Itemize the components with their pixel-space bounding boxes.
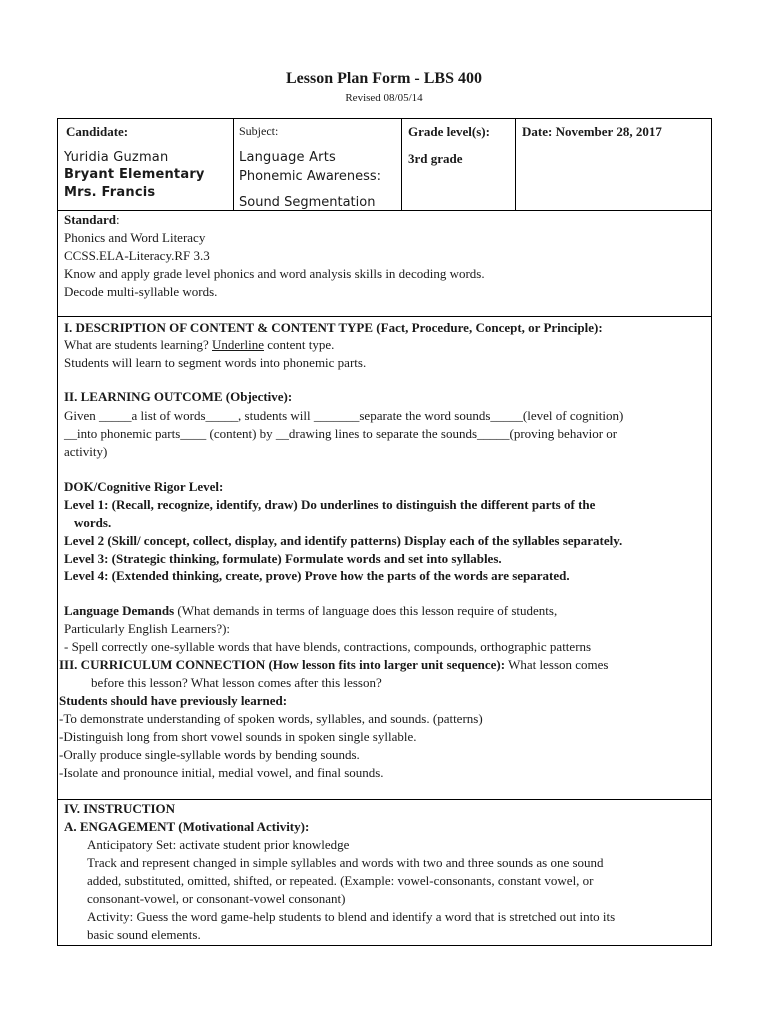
objective-line: Given _____a list of words_____, students will _______separate the word sounds_____(level of cognition) — [64, 408, 624, 423]
language-demands-label: Language Demands — [64, 603, 175, 618]
grade-value: 3rd grade — [408, 151, 463, 166]
date-field: Date: November 28, 2017 — [522, 124, 662, 139]
subject-column-divider — [233, 119, 234, 210]
section1-heading: I. DESCRIPTION OF CONTENT & CONTENT TYPE (Fact, Procedure, Concept, or Principle): — [64, 320, 603, 335]
language-demands-cont: Particularly English Learners?): — [64, 621, 231, 636]
standard-line: Decode multi-syllable words. — [64, 284, 218, 299]
question-underline: Underline — [212, 337, 264, 352]
candidate-name: Yuridia Guzman — [64, 150, 169, 165]
previous-learning-item: -Orally produce single-syllable words by bending sounds. — [59, 747, 360, 762]
grade-column-divider — [401, 119, 402, 210]
standard-colon: : — [116, 212, 120, 227]
document-title: Lesson Plan Form - LBS 400 — [285, 70, 482, 87]
teacher-name: Mrs. Francis — [64, 185, 156, 200]
section1-answer: Students will learn to segment words into phonemic parts. — [64, 355, 367, 370]
dok-level-3: Level 3: (Strategic thinking, formulate) Formulate words and set into syllables. — [64, 551, 502, 566]
track-line: consonant-vowel, or consonant-vowel consonant) — [87, 891, 346, 906]
previous-learning-item: -To demonstrate understanding of spoken words, syllables, and sounds. (patterns) — [59, 711, 483, 726]
engagement-heading: A. ENGAGEMENT (Motivational Activity): — [64, 819, 310, 834]
section2-heading: II. LEARNING OUTCOME (Objective): — [64, 389, 293, 404]
track-line: added, substituted, omitted, shifted, or repeated. (Example: vowel-consonants, constant vowel, or — [87, 873, 594, 888]
subject-value: Language Arts — [239, 150, 336, 165]
instruction-section — [57, 800, 712, 946]
question-suffix: content type. — [263, 337, 335, 352]
language-demands-bullet: - Spell correctly one-syllable words that have blends, contractions, compounds, orthographic patterns — [64, 639, 592, 654]
language-demands — [64, 603, 557, 619]
content-sections — [57, 317, 712, 800]
subject-detail-2: Sound Segmentation — [239, 195, 376, 210]
dok-level-2: Level 2 (Skill/ concept, collect, display, and identify patterns) Display each of the syllables separately. — [64, 533, 623, 548]
candidate-label: Candidate: — [66, 124, 129, 139]
standard-line: CCSS.ELA-Literacy.RF 3.3 — [64, 248, 210, 263]
section3-heading: III. CURRICULUM CONNECTION (How lesson fits into larger unit sequence): — [59, 657, 506, 672]
subject-detail-1: Phonemic Awareness: — [239, 169, 382, 184]
question-prefix: What are students learning? — [64, 337, 212, 352]
date-column-divider — [515, 119, 516, 210]
language-demands-text: (What demands in terms of language does this lesson require of students, — [174, 603, 558, 618]
previous-learning-item: -Distinguish long from short vowel sounds in spoken single syllable. — [59, 729, 417, 744]
previous-learning-label: Students should have previously learned: — [59, 693, 288, 708]
dok-level-1: Level 1: (Recall, recognize, identify, draw) Do underlines to distinguish the different parts of the — [64, 497, 596, 512]
section3-question-cont: before this lesson? What lesson comes after this lesson? — [91, 675, 382, 690]
section3-heading-line — [59, 657, 609, 673]
revised-date: Revised 08/05/14 — [345, 92, 423, 104]
dok-level-4: Level 4: (Extended thinking, create, prove) Prove how the parts of the words are separated. — [64, 568, 570, 583]
section4-heading: IV. INSTRUCTION — [64, 801, 176, 816]
standard-line: Know and apply grade level phonics and word analysis skills in decoding words. — [64, 266, 485, 281]
grade-label: Grade level(s): — [408, 124, 490, 139]
dok-level-1-cont: words. — [74, 515, 112, 530]
standard-section — [57, 211, 712, 317]
section3-question: What lesson comes — [505, 657, 609, 672]
objective-line: __into phonemic parts____ (content) by __drawing lines to separate the sounds_____(proving behavior or — [64, 426, 618, 441]
info-table — [57, 118, 712, 211]
anticipatory-set: Anticipatory Set: activate student prior knowledge — [87, 837, 350, 852]
track-line: Track and represent changed in simple syllables and words with two and three sounds as one sound — [87, 855, 604, 870]
standard-heading — [64, 212, 120, 228]
standard-line: Phonics and Word Literacy — [64, 230, 206, 245]
standard-label: Standard — [64, 212, 117, 227]
activity-line: Activity: Guess the word game-help students to blend and identify a word that is stretched out into its — [87, 909, 616, 924]
previous-learning-item: -Isolate and pronounce initial, medial vowel, and final sounds. — [59, 765, 384, 780]
subject-label: Subject: — [239, 124, 279, 138]
activity-line: basic sound elements. — [87, 927, 201, 942]
dok-heading: DOK/Cognitive Rigor Level: — [64, 479, 224, 494]
section1-question — [64, 337, 334, 353]
school-name: Bryant Elementary — [64, 167, 205, 182]
objective-line: activity) — [64, 444, 108, 459]
